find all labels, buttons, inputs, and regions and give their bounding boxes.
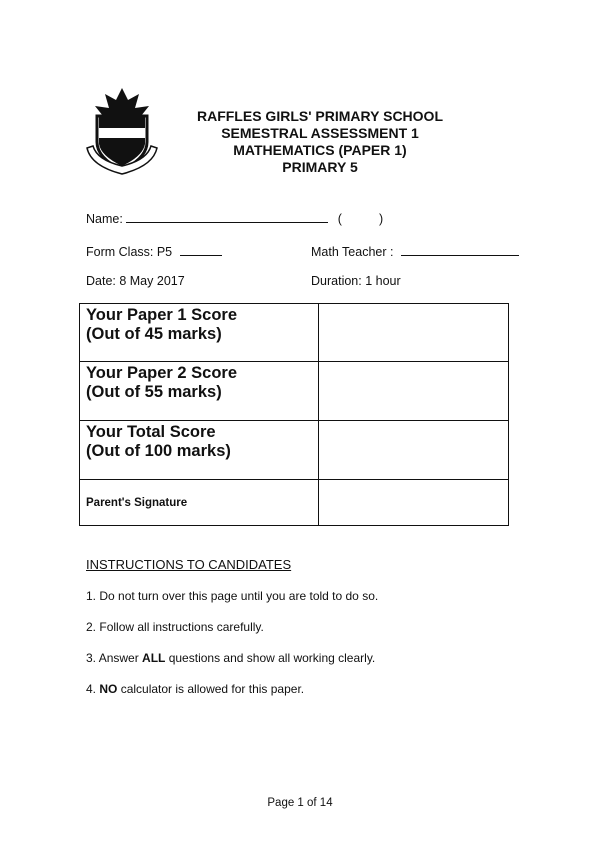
instruction-text: calculator is allowed for this paper.: [117, 682, 305, 696]
form-class-blank[interactable]: [180, 243, 222, 256]
teacher-blank[interactable]: [401, 243, 519, 256]
score-label-line2: (Out of 100 marks): [86, 442, 231, 460]
instruction-number: 2.: [86, 620, 97, 634]
form-class-label: Form Class: P5: [86, 245, 173, 259]
school-name: RAFFLES GIRLS' PRIMARY SCHOOL: [196, 108, 443, 124]
score-label-line2: (Out of 45 marks): [86, 325, 222, 343]
register-paren-close: ): [378, 212, 384, 226]
instruction-item: [86, 651, 375, 665]
instruction-text: questions and show all working clearly.: [165, 651, 376, 665]
instruction-number: 1.: [86, 589, 97, 603]
page-number: Page 1 of 14: [267, 797, 333, 809]
instruction-text: Follow all instructions carefully.: [99, 620, 264, 634]
name-blank[interactable]: [126, 210, 328, 223]
school-crest: [83, 86, 161, 176]
score-cell-paper2[interactable]: [319, 362, 509, 421]
date-label: Date: 8 May 2017: [86, 274, 185, 288]
score-label-line1: Your Total Score: [86, 423, 216, 441]
instruction-number: 3.: [86, 651, 97, 665]
instruction-number: 4.: [86, 682, 97, 696]
school-crest-icon: [83, 86, 161, 176]
score-row-paper2: [80, 362, 509, 421]
score-cell-total[interactable]: [319, 421, 509, 480]
instruction-emphasis: NO: [99, 682, 118, 696]
register-paren-open: (: [337, 212, 342, 226]
level-title: PRIMARY 5: [282, 159, 358, 175]
score-label-paper1: [80, 304, 319, 362]
document-header: [170, 108, 470, 176]
signature-cell[interactable]: [319, 480, 509, 526]
instruction-item: [86, 682, 304, 696]
score-cell-paper1[interactable]: [319, 304, 509, 362]
signature-label: Parent's Signature: [80, 480, 319, 526]
score-label-total: [80, 421, 319, 480]
name-label: Name:: [86, 212, 123, 226]
teacher-row: [311, 243, 519, 259]
form-class-row: [86, 243, 222, 259]
instruction-item: [86, 620, 264, 634]
score-label-line1: Your Paper 2 Score: [86, 364, 238, 382]
signature-row: [80, 480, 509, 526]
instruction-text: Do not turn over this page until you are told to do so.: [99, 589, 379, 603]
subject-title: MATHEMATICS (PAPER 1): [233, 142, 407, 158]
teacher-label: Math Teacher :: [311, 245, 394, 259]
instruction-text: Answer: [98, 651, 143, 665]
assessment-title: SEMESTRAL ASSESSMENT 1: [221, 125, 419, 141]
score-label-line1: Your Paper 1 Score: [86, 306, 238, 324]
duration-label: Duration: 1 hour: [311, 274, 401, 288]
instructions-title: INSTRUCTIONS TO CANDIDATES: [86, 557, 292, 572]
score-row-total: [80, 421, 509, 480]
instruction-emphasis: ALL: [142, 651, 166, 665]
score-label-line2: (Out of 55 marks): [86, 383, 222, 401]
instruction-item: [86, 589, 378, 603]
score-row-paper1: [80, 304, 509, 362]
score-label-paper2: [80, 362, 319, 421]
name-row: [86, 210, 383, 226]
score-table: [79, 303, 509, 526]
